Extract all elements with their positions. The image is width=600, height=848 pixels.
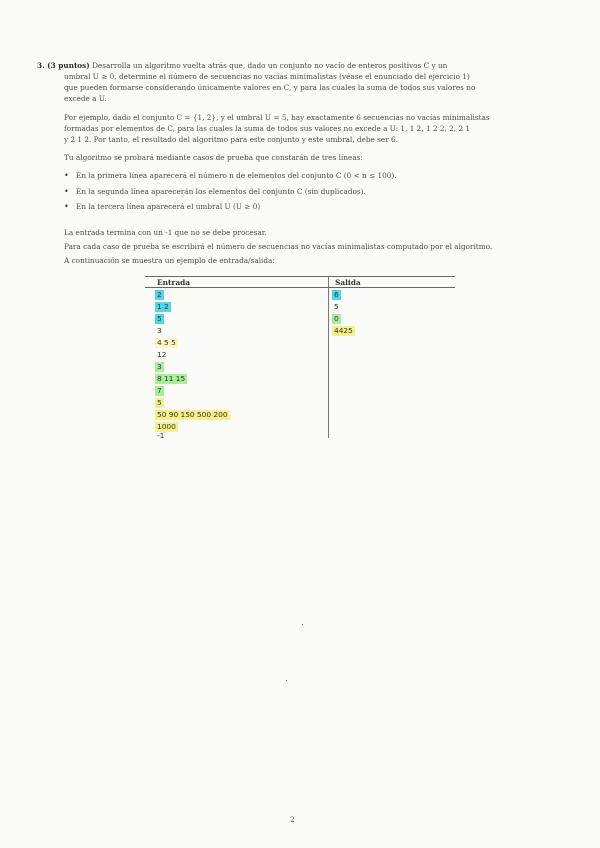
input-row: 2 [157,290,162,299]
example-line-1: Por ejemplo, dado el conjunto C = {1, 2}, y el umbral U = 5, hay exactamente 6 secuencias no vacías minimalistas [64,113,490,122]
input-row: 8 11 15 [157,374,186,383]
input-row: -1 [157,431,165,440]
input-format-list [62,168,397,215]
intro-line-3: que pueden formarse considerando únicamente valores en C, y para las cuales la suma de todos sus valores no [64,83,476,92]
end-line-1: La entrada termina con un -1 que no se debe procesar. [64,228,267,237]
input-row: 5 [157,314,162,323]
input-row: 50 90 150 500 200 [157,410,228,419]
intro-line-1: 3. (3 puntos) Desarrolla un algoritmo vuelta atrás que, dado un conjunto no vacío de enteros positivos C y un [37,61,448,70]
test-intro: Tu algoritmo se probará mediante casos de prueba que constarán de tres líneas: [64,153,363,162]
table-column-divider [328,276,329,438]
table-header-rule [145,287,455,288]
input-row: 12 [157,350,167,359]
end-line-2: Para cada caso de prueba se escribirá el número de secuencias no vacías minimalistas computado por el algoritmo. [64,242,493,251]
io-example-table [145,276,455,438]
closing-paragraph [64,226,492,268]
problem-number-label: 3. (3 puntos) [37,61,90,70]
output-row: 0 [334,314,339,323]
input-row: 3 [157,326,162,335]
intro-line-2: umbral U ≥ 0, determine el número de secuencias no vacías minimalistas (véase el enunciado del ejercicio 1) [64,72,470,81]
input-row: 4 5 5 [157,338,176,347]
scan-speck [302,624,303,625]
bullet-first-line: • En la primera línea aparecerá el número n de elementos del conjunto C (0 < n ≤ 100). [62,168,397,184]
output-row: 5 [334,302,339,311]
output-row: 6 [334,290,339,299]
intro-line-4: excede a U. [64,94,107,103]
end-line-3: A continuación se muestra un ejemplo de entrada/salida: [64,256,275,265]
page-number: 2 [290,815,295,824]
bullet-third-line: • En la tercera línea aparecerá el umbral U (U ≥ 0) [62,199,397,215]
output-column-header: Salida [335,278,361,287]
input-row: 3 [157,362,162,371]
input-column-header: Entrada [157,278,191,287]
example-line-2: formadas por elementos de C, para las cuales la suma de todos sus valores no excede a U: 1, 1 2, 1 2 2, 2, 2 1 [64,124,471,133]
bullet-second-line: • En la segunda línea aparecerán los elementos del conjunto C (sin duplicados). [62,184,397,200]
example-line-3: y 2 1 2. Por tanto, el resultado del algoritmo para este conjunto y este umbral, debe ser 6. [64,135,399,144]
input-row: 1000 [157,422,176,431]
table-top-rule [145,276,455,277]
example-paragraph [64,112,490,145]
scan-speck [286,680,287,681]
input-row: 7 [157,386,162,395]
output-row: 4425 [334,326,353,335]
input-row: 1 2 [157,302,169,311]
problem-statement [37,60,475,104]
input-row: 5 [157,398,162,407]
